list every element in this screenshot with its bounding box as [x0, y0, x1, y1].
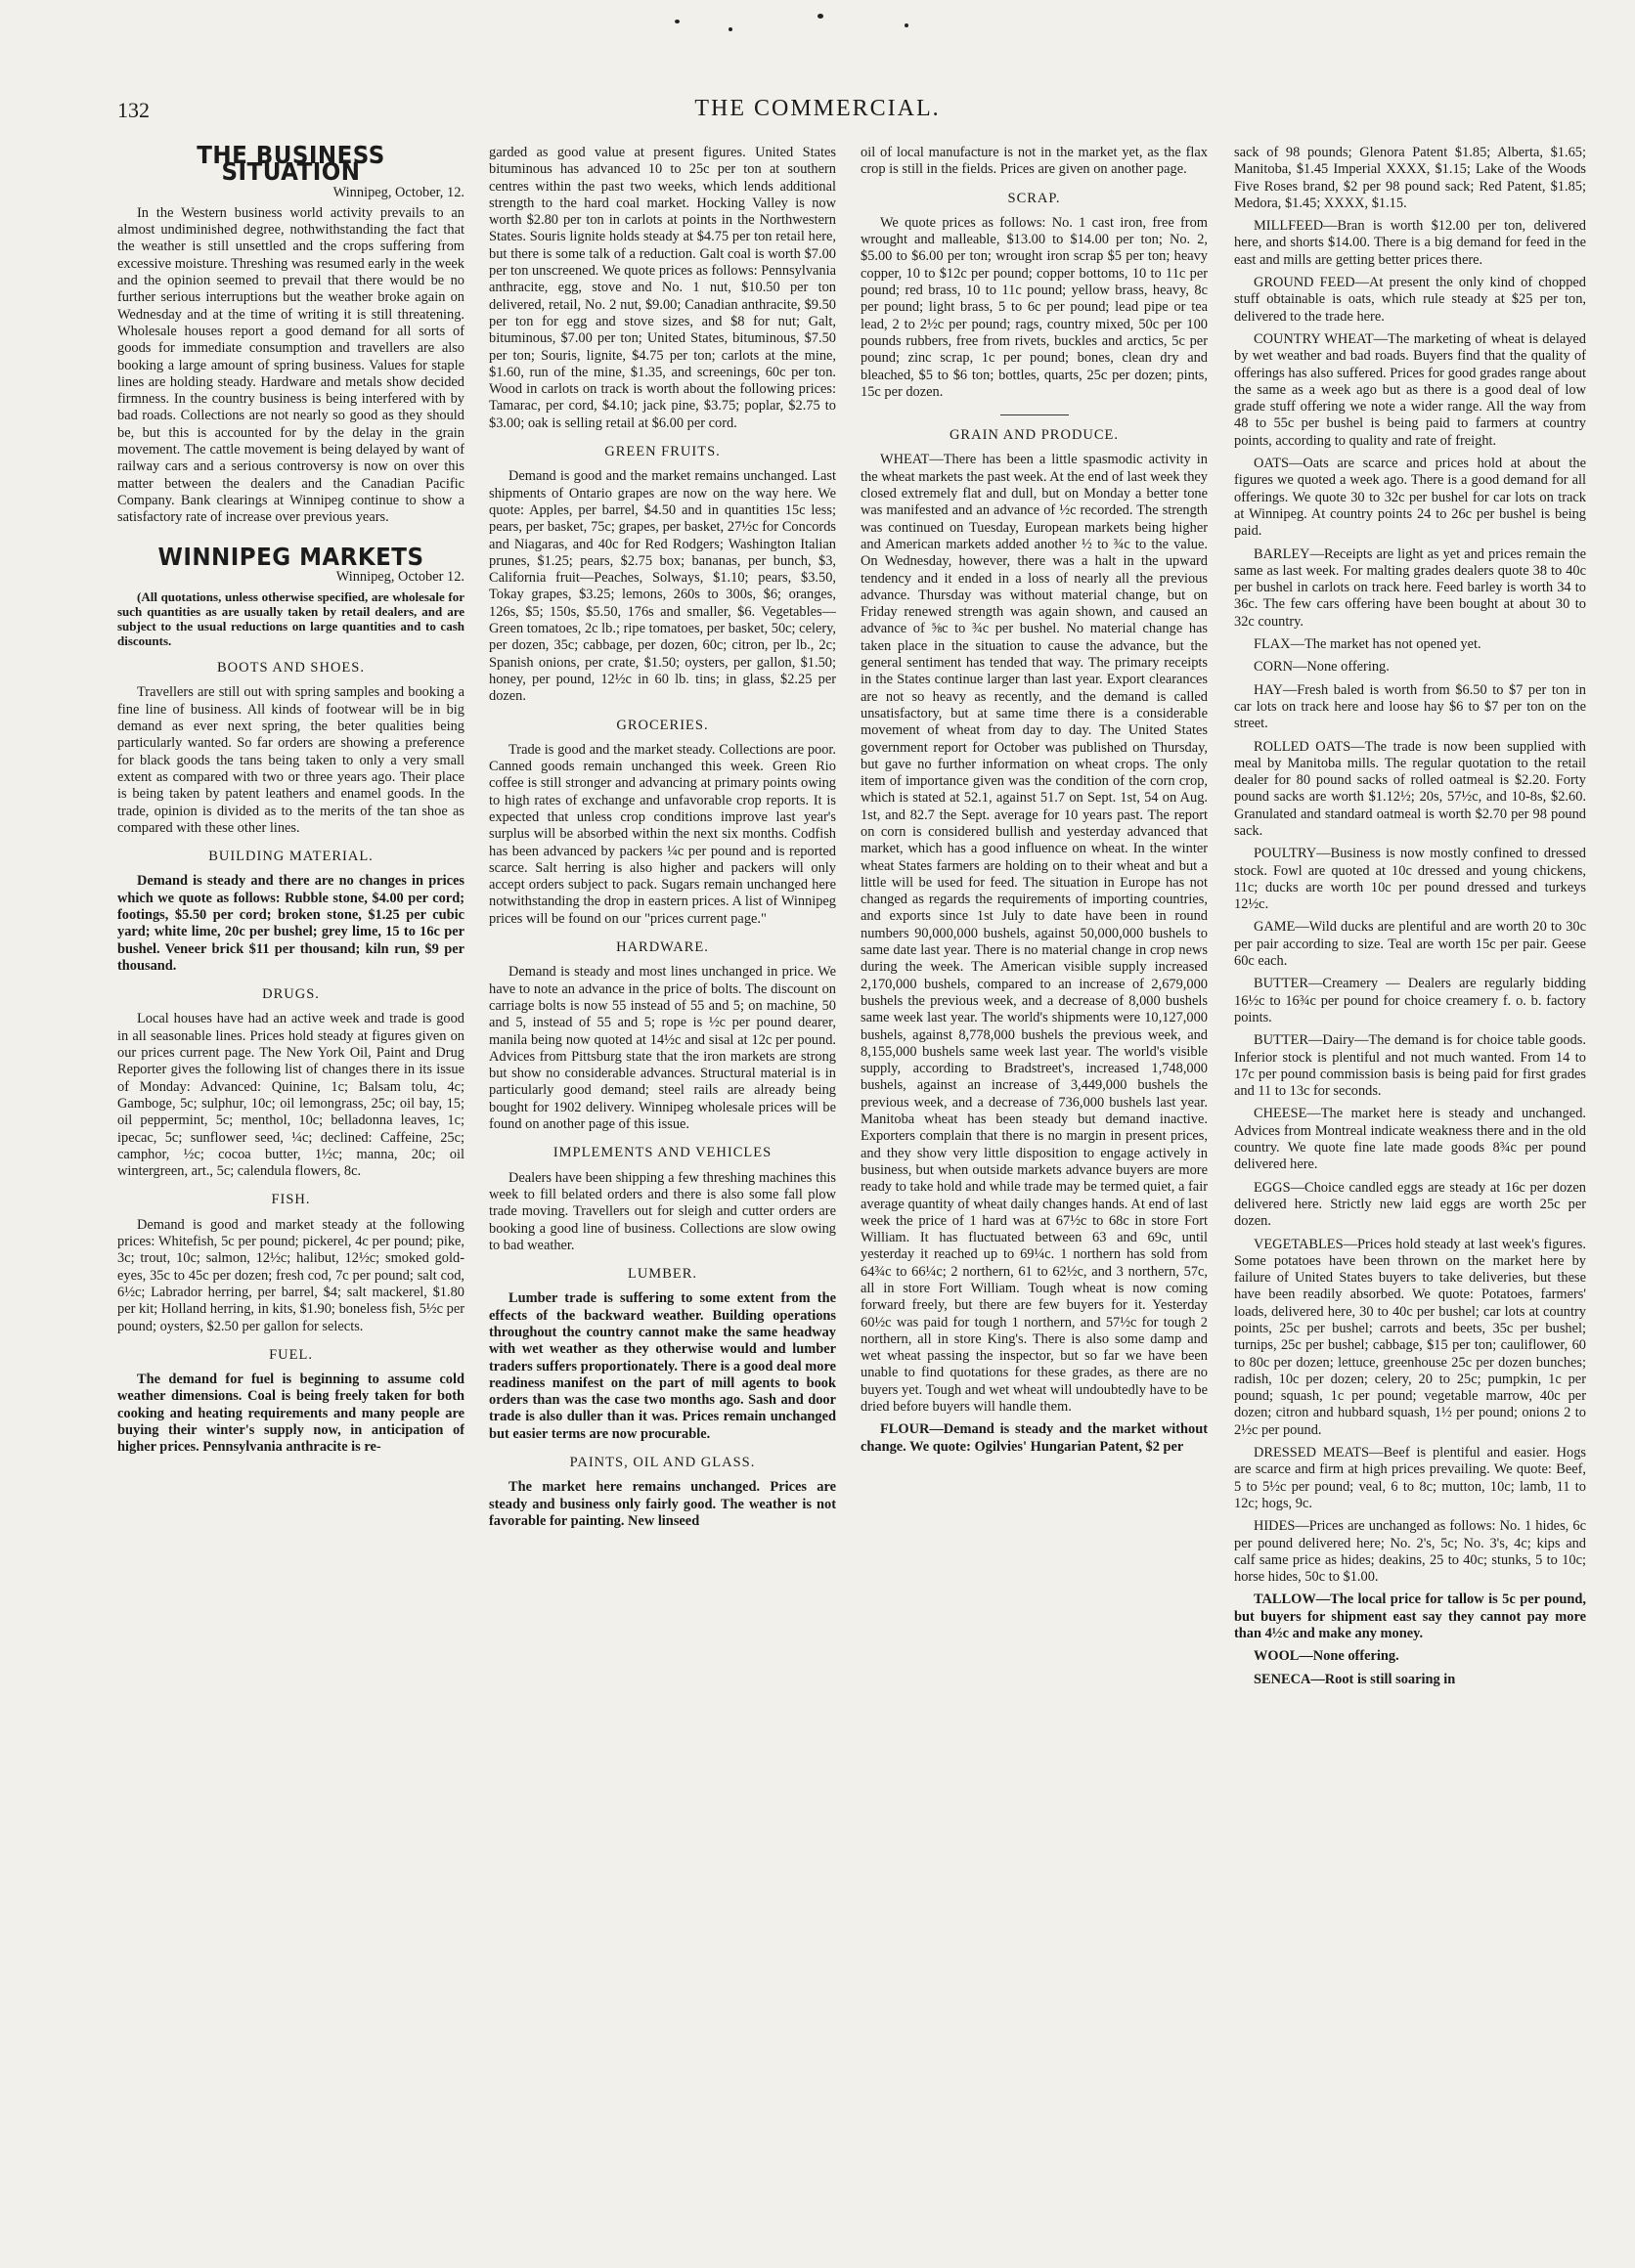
business-situation-text: In the Western business world activity prevails to an almost undiminished degree, nothwithstanding the fact that the weather is still unsettled and the crops suffering from excessive moisture. Threshing was resumed early in the week and the opinion seemed to prevail that there would be no further serious interruptions but the weather broke again on Wednesday and at the time of writing it is still threatening. Wholesale houses report a good demand for all sorts of goods for immediate consumption and travellers are also booking a large amount of spring business. Values for staple lines are holding steady. Hardware and metals show decided firmness. In the country business is being interfered with by bad roads. Collections are not nearly so good as they should be, but this is accounted for by the delay in the grain movement. The cattle movement is being delayed by want of railway cars and a serious controversy is now on over this matter between the dealers and the Canadian Pacific Company. Bank clearings at Winnipeg continue to show a satisfactory rate of increase over previous years.	[117, 204, 464, 526]
boots-heading: BOOTS AND SHOES.	[217, 660, 365, 676]
barley-text: BARLEY—Receipts are light as yet and prices remain the same as last week. For malting grades dealers quote 38 to 40c per bushel in carlots on track here. Feed barley is worth 34 to 36c. The few cars offering have been bought at about 30 to 32c country.	[1234, 545, 1586, 630]
grain-wheat-text: WHEAT—There has been a little spasmodic activity in the wheat markets the past week. At the end of last week they closed extremely flat and dull, but on Monday a better tone was manifested and an advance of ½c recorded. The strength was continued on Tuesday, European markets being higher and American markets added another ½ to ¾c to the value. On Wednesday, however, there was a halt in the upward tendency and it ended in a loss of nearly all the previous advance. Thursday was without material change, but on Friday renewed strength was again shown, and caused an advance of ⅝c to ¾c per bushel. No material change has taken place in the situation to cause the advance, but the general sentiment has tended that way. The primary receipts in the States continue larger than last year. Export clearances are not so heavy as recently, and the demand is called unsatisfactory, but at same time there is a considerable movement of wheat from day to day. The United States government report for October was published on Thursday, but gave no further information on wheat crops. The only item of importance given was the condition of the corn crop, which is stated at 52.1, against 51.7 on Sept. 1st, 54 on Aug. 1st, and 82.7 the Sept. average for 10 years past. The report on corn is considered bullish and yesterday advanced that market, which has a good influence on wheat. In the winter wheat States farmers are holding on to their wheat and but a little will be used for feed. The situation in Europe has not changed as regards the requirements of importing countries, and exports since 1st July to date have been in round numbers 90,000,000 bushels, against 50,000,000 bushels to same date last year. There is no material change in crop news during the week. The American visible supply increased 2,170,000 bushels, compared to an increase of 2,679,000 bushels the previous week, and a decrease of 8,000 bushels same week last year. The world's shipments were 10,127,000 bushels, against 8,778,000 bushels the previous week, and 8,155,000 bushels same week last year. The world's visible supply, according to Bradstreet's, increased 1,748,000 bushels, against an increase of 3,449,000 bushels the previous week, and a decrease of 736,000 bushels last year. Manitoba wheat has been steady but demand inactive. Exporters complain that there is no margin in present prices, and they show very little disposition to engage actively in business, but when outside markets advance buyers are more ready to take hold and while trade may be termed quiet, a fair average quantity of wheat daily changes hands. At end of last week the price of 1 hard was at 67½c to 68c in store Fort William. It has fluctuated between 63 and 69c, until yesterday it reached up to 69¼c. 1 northern has sold from 64¾c to 66¼c; 2 northern, 61 to 62½c, and 3 northern, 57c, all in store Fort William. Tough wheat is now coming forward freely, but there are few buyers for it. Yesterday 60½c was paid for tough 1 northern, and 57½c for tough 2 northern, all in store King's. There is also some damp and wet wheat passing the inspector, but so far we have been unable to find quotations for these grades, as there are no buyers yet. Tough and wet wheat will undoubtedly have to be dried before buyers will handle them.	[861, 452, 1208, 1416]
oats-text: OATS—Oats are scarce and prices hold at about the figures we quoted a week ago. There is a good demand for all offerings. We quote 30 to 32c per bushel for car lots on track at Winnipeg. At country points 24 to 26c per bushel is being paid.	[1234, 456, 1586, 540]
column-1	[117, 145, 464, 2256]
lumber-text: Lumber trade is suffering to some extent from the effects of the backward weather. Building operations throughout the country cannot make the same headway with wet weather as they otherwise would and lumber traders suffers proportionately. There is a good deal more readiness manifest on the part of mill agents to book orders than was the case two months ago. Sash and door trade is also duller than it was. Prices remain unchanged but easier terms are now procurable.	[489, 1290, 836, 1442]
speck	[675, 20, 680, 23]
butter-creamery-text: BUTTER—Creamery — Dealers are regularly bidding 16½c to 16¾c per pound for choice creamery f. o. b. factory points.	[1234, 976, 1586, 1025]
masthead: THE COMMERCIAL.	[694, 96, 941, 121]
ground-feed-text: GROUND FEED—At present the only kind of chopped stuff obtainable is oats, which rule steady at $25 per ton, delivered to the trade here.	[1234, 275, 1586, 325]
game-text: GAME—Wild ducks are plentiful and are worth 20 to 30c per pair according to size. Teal are worth 15c per pair. Geese 60c each.	[1234, 919, 1586, 970]
implements-text: Dealers have been shipping a few threshing machines this week to fill belated orders and there is also some fall plow trade moving. Travellers out for sleigh and cutter orders are booking a good line of business. Collections are slow owing to bad weather.	[489, 1169, 836, 1253]
paints-continued-text: oil of local manufacture is not in the market yet, as the flax crop is still in the fields. Prices are given on another page.	[861, 145, 1208, 178]
boots-text: Travellers are still out with spring samples and booking a fine line of business. All kinds of footwear will be in big demand as ever next spring, the beter qualities being particularly wanted. So far orders are showing a preference for black goods the tans being taken to only a very small extent as compared with two or three years ago. Their place is being taken by patent leathers and enamel goods. In the trade, opinion is divided as to the merits of the tan shoe as compared with these other lines.	[117, 684, 464, 836]
fuel-text: The demand for fuel is beginning to assume cold weather dimensions. Coal is being freely taken for both cooking and heating requirements and many people are buying their winter's supply now, in anticipation of higher prices. Pennsylvania anthracite is re-	[117, 1372, 464, 1456]
business-situation-title: THE BUSINESS SITUATION	[197, 145, 385, 187]
seneca-text: SENECA—Root is still soaring in	[1254, 1671, 1456, 1687]
grain-heading: GRAIN AND PRODUCE.	[949, 427, 1120, 444]
groceries-text: Trade is good and the market steady. Collections are poor. Canned goods remain unchanged this week. Green Rio coffee is still stronger and advancing at primary points owing to high rates of exchange and unfavorable crop reports. It is expected that unless crop conditions improve last year's surplus will be absorbed within the next six months. Codfish has been advanced by packers ¼c per pound and is reported scarce. Salt herring is also higher and packers will only accept orders subject to pack. Sugars remain unchanged here notwithstanding the drop in eastern prices. A list of Winnipeg prices will be found on our "prices current page."	[489, 741, 836, 927]
fuel-heading: FUEL.	[269, 1346, 313, 1363]
hides-text: HIDES—Prices are unchanged as follows: No. 1 hides, 6c per pound delivered here; No. 2's, 5c; No. 3's, 4c; kips and calf same price as hides; deakins, 25 to 40c; stunks, 5 to 10c; horse hides, 50c to $1.00.	[1234, 1518, 1586, 1586]
poultry-text: POULTRY—Business is now mostly confined to dressed stock. Fowl are quoted at 10c dressed and young chickens, 11c; ducks are worth 10c per pound dressed and turkeys 12½c.	[1234, 846, 1586, 913]
groceries-heading: GROCERIES.	[616, 717, 709, 733]
scrap-text: We quote prices as follows: No. 1 cast iron, free from wrought and malleable, $13.00 to $14.00 per ton; No. 2, $5.00 to $6.00 per ton; wrought iron scrap $5 per ton; heavy copper, 10 to $12c per pound; copper bottoms, 10 to 11c per pound; red brass, 10 to 11c pound; yellow brass, heavy, 8c per pound; light brass, 5 to 6c per pound; lead pipe or tea lead, 2 to 2½c per pound; rags, country mixed, 50c per 100 pounds rubbers, free from rivets, buckles and arctics, 5c per pound; zinc scrap, 1c per pound; bones, clean dry and bleached, $5 to $6 ton; bottles, quarts, 25c per dozen; pints, 15c per dozen.	[861, 214, 1208, 400]
dressed-meats-text: DRESSED MEATS—Beef is plentiful and easier. Hogs are scarce and firm at high prices prevailing. We quote: Beef, 5 to 5½c per pound; veal, 6 to 8c; mutton, 10c; lamb, 11 to 12c; hogs, 9c.	[1234, 1445, 1586, 1511]
grain-flour-text: FLOUR—Demand is steady and the market without change. We quote: Ogilvies' Hungarian Patent, $2 per	[861, 1421, 1208, 1455]
speck	[905, 23, 908, 27]
tallow-text: TALLOW—The local price for tallow is 5c per pound, but buyers for shipment east say they cannot pay more than 4½c and make any money.	[1234, 1592, 1586, 1642]
corn-text: CORN—None offering.	[1254, 659, 1390, 676]
butter-dairy-text: BUTTER—Dairy—The demand is for choice table goods. Inferior stock is plentiful and not much wanted. From 14 to 17c per pound commission basis is being paid for first grades and 11 to 13c for seconds.	[1234, 1032, 1586, 1100]
scrap-heading: SCRAP.	[1007, 190, 1061, 206]
winnipeg-markets-title: WINNIPEG MARKETS	[157, 542, 424, 571]
wool-text: WOOL—None offering.	[1254, 1648, 1399, 1665]
rolled-oats-text: ROLLED OATS—The trade is now been supplied with meal by Manitoba mills. The regular quotation to the retail dealer for 80 pound sacks of rolled oatmeal is $2.20. Forty pound sacks are worth $1.12½; 20s, 57½c, and 10-8s, $2.60. Granulated and standard oatmeal is worth $2.70 per 98 pound sack.	[1234, 738, 1586, 839]
cheese-text: CHEESE—The market here is steady and unchanged. Advices from Montreal indicate weakness there and in the old country. We quote fine late made goods 8¾c per pound delivered here.	[1234, 1106, 1586, 1173]
speck	[729, 27, 732, 31]
vegetables-text: VEGETABLES—Prices hold steady at last week's figures. Some potatoes have been thrown on the market here by failure of United States buyers to take deliveries, but these have been readily absorbed. We quote: Potatoes, farmers' loads, delivered here, 30 to 40c per bushel; car lots at country points, 25c per bushel; carrots and beets, 35c per bushel; turnips, 25c per bushel; cabbage, $15 per ton; cauliflower, 60 to 80c per dozen; lettuce, greenhouse 25c per dozen bunches; radish, 10c per dozen; celery, 20 to 25c; pumpkin, 1c per pound; squash, 1c per pound; vegetable marrow, 40c per dozen; citron and hubbard squash, 1½ per pound; onions 2 to 2½c per pound.	[1234, 1236, 1586, 1438]
eggs-text: EGGS—Choice candled eggs are steady at 16c per dozen delivered here. Strictly new laid eggs are worth 25c per dozen.	[1234, 1179, 1586, 1230]
paints-heading: PAINTS, OIL AND GLASS.	[569, 1455, 756, 1471]
column-2	[489, 145, 836, 2256]
page-number: 132	[117, 98, 150, 122]
green-fruits-heading: GREEN FRUITS.	[604, 444, 721, 460]
hardware-heading: HARDWARE.	[616, 939, 709, 956]
flax-text: FLAX—The market has not opened yet.	[1254, 636, 1481, 653]
millfeed-text: MILLFEED—Bran is worth $12.00 per ton, delivered here, and shorts $14.00. There is a big demand for feed in the east and mills are getting better prices there.	[1234, 218, 1586, 268]
country-wheat-text: COUNTRY WHEAT—The marketing of wheat is delayed by wet weather and bad roads. Buyers find that the quality of offerings has also suffered. Prices for good grades range about the same as a week ago but as there is a good deal of low grade stuff offering we note a wider range. All the way from 48 to 55c per bushel is being paid to farmers at country points, according to quality and rate of freight.	[1234, 330, 1586, 449]
business-dateline: Winnipeg, October, 12.	[332, 184, 464, 200]
fish-text: Demand is good and market steady at the following prices: Whitefish, 5c per pound; pickerel, 4c per pound; pike, 3c; trout, 10c; salmon, 12½c; halibut, 12½c; smoked gold-eyes, 35c to 45c per dozen; fresh cod, 7c per pound; salt cod, 6½c; Labrador herring, per barrel, $4; salt mackerel, $1.80 per kit; Holland herring, in kits, $1.90; boneless fish, 5½c per pound; oysters, $2.50 per gallon for selects.	[117, 1216, 464, 1334]
paints-text: The market here remains unchanged. Prices are steady and business only fairly good. The weather is not favorable for painting. New linseed	[489, 1479, 836, 1529]
implements-heading: IMPLEMENTS AND VEHICLES	[552, 1145, 773, 1161]
markets-note: (All quotations, unless otherwise specified, are wholesale for such quantities as are usually taken by retail dealers, and are subject to the usual reductions on large quantities and to cash discounts.	[117, 589, 464, 649]
lumber-heading: LUMBER.	[627, 1266, 698, 1283]
drugs-heading: DRUGS.	[262, 986, 320, 1003]
fuel-continued-text: garded as good value at present figures. United States bituminous has advanced 10 to 25c per ton at southern centres within the past two weeks, which lends additional strength to the hard coal market. Hocking Valley is now worth $2.80 per ton in carlots at points in the Northwestern States. Souris lignite holds steady at $4.75 per ton retail here, but there is some talk of a reduction. Galt coal is worth $7.00 per ton unscreened. We quote prices as follows: Pennsylvania anthracite, egg, stove and No. 1 nut, $10.50 per ton delivered, retail, No. 2 nut, $9.00; Canadian anthracite, $9.50 per ton for egg and stove sizes, and $8 for nut; Galt, bituminous, $7.00 per ton; United States, bituminous, $7.50 per ton; Souris, lignite, $4.75 per ton; carlots at the mine, $1.60, run of the mine, $1.35, and screenings, 60c per ton. Wood in carlots on track is worth about the following prices: Tamarac, per cord, $4.10; jack pine, $3.75; poplar, $2.75 to $3.00; oak is selling retail at $6.00 per cord.	[489, 145, 836, 431]
section-divider	[1000, 414, 1069, 415]
flour-continued-text: sack of 98 pounds; Glenora Patent $1.85; Alberta, $1.65; Manitoba, $1.45 Imperial XXXX, $1.15; Lake of the Woods Five Roses brand, $2 per 98 pound sack; Red Patent, $1.85; Medora, $1.45; XXXX, $1.15.	[1234, 145, 1586, 211]
building-heading: BUILDING MATERIAL.	[208, 849, 374, 865]
speck	[818, 14, 823, 19]
building-text: Demand is steady and there are no changes in prices which we quote as follows: Rubble stone, $4.00 per cord; footings, $5.50 per cord; broken stone, $1.25 per cubic yard; white lime, 20c per bushel; grey lime, 15 to 16c per bushel. Veneer brick $11 per thousand; kiln run, $9 per thousand.	[117, 873, 464, 974]
drugs-text: Local houses have had an active week and trade is good in all seasonable lines. Prices hold steady at figures given on our prices current page. The New York Oil, Paint and Drug Reporter gives the following list of changes there in its issue of Monday: Advanced: Quinine, 1c; Balsam tolu, 4c; Gamboge, 5c; sulphur, 10c; oil lemongrass, 25c; oil bay, 15; oil peppermint, 5c; menthol, 10c; belladonna leaves, 1c; ipecac, 5c; sunflower seed, ¼c; declined: Caffeine, 25c; camphor, ½c; cocoa butter, 1½c; manna, 20c; oil wintergreen, art., 5c; calendula flowers, 8c.	[117, 1011, 464, 1180]
hay-text: HAY—Fresh baled is worth from $6.50 to $7 per ton in car lots on track here and loose hay $6 to $7 per ton on the street.	[1234, 681, 1586, 732]
markets-dateline: Winnipeg, October 12.	[335, 568, 464, 585]
column-4	[1234, 145, 1586, 2256]
hardware-text: Demand is steady and most lines unchanged in price. We have to note an advance in the price of bolts. The discount on carriage bolts is now 55 instead of 55 and 5; on machine, 50 and 5, instead of 55 and 5; rope is ½c per pound dearer, manila being now quoted at 14½c and sisal at 12c per pound. Advices from Pittsburg state that the iron markets are strong but show no considerable advances. Structural material is in particularly good demand; steel rails are already being bought for 1902 delivery. Winnipeg wholesale prices will be found on another page of this issue.	[489, 964, 836, 1133]
fish-heading: FISH.	[271, 1192, 311, 1208]
column-3	[861, 145, 1208, 2256]
green-fruits-text: Demand is good and the market remains unchanged. Last shipments of Ontario grapes are now on the way here. We quote: Apples, per barrel, $4.50 and in quantities 15c less; pears, per basket, 75c; grapes, per basket, 27½c for Concords and Niagaras, and 40c for Red Rodgers; Washington Italian prunes, $1.25; pears, $2.75 box; bananas, per bunch, $3, California fruit—Peaches, Solways, $1.10; pears, $3.50, Tokay grapes, $3.25; lemons, 260s to 300s, $6; oranges, 126s, $5; 150s, $5.50, 176s and smaller, $6. Vegetables—Green tomatoes, 2c lb.; ripe tomatoes, per basket, 50c; celery, per dozen, 35c; cabbage, per dozen, 60c; citron, per lb., 2c; Spanish onions, per crate, $1.50; oysters, per gallon, $1.50; honey, per pound, 12½c in 60 lb. tins; in glass, $2.25 per dozen.	[489, 468, 836, 705]
